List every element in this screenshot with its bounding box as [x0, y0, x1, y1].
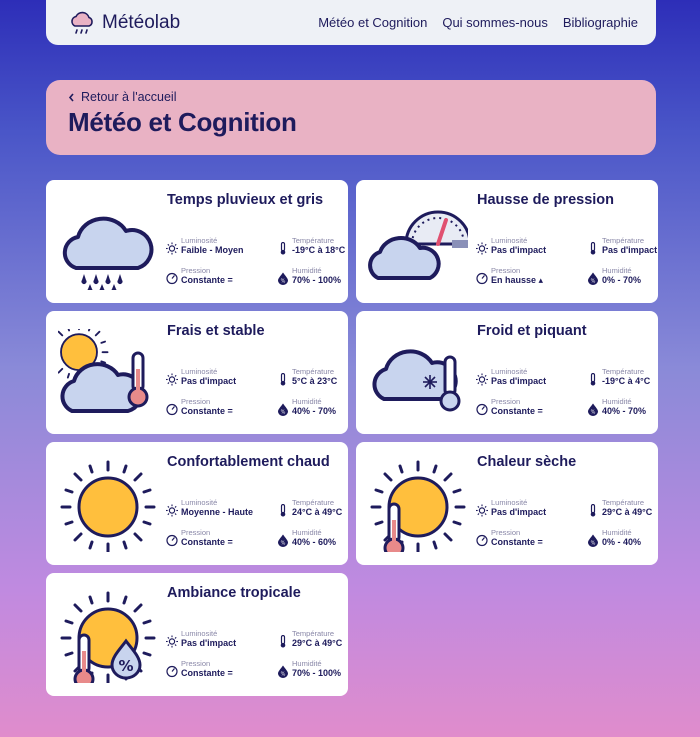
stat-label: Luminosité: [181, 629, 218, 638]
brand-logo-link[interactable]: [68, 8, 180, 38]
stat-label: Température: [292, 498, 335, 507]
stat-label: Pression: [491, 528, 521, 537]
card-title: Temps pluvieux et gris: [167, 192, 324, 208]
stat-label: Luminosité: [181, 367, 218, 376]
nav-link-meteo-cognition[interactable]: Météo et Cognition: [318, 15, 428, 30]
stat-pressure: [166, 397, 233, 417]
pressure-icon: [166, 272, 178, 285]
stat-label: Luminosité: [181, 498, 218, 507]
humidity-drop-icon: [587, 272, 599, 285]
stat-pressure: [476, 397, 543, 417]
weather-card-froid-piquant[interactable]: [356, 311, 658, 434]
thermometer-icon: [587, 242, 599, 255]
card-title: Ambiance tropicale: [167, 585, 301, 601]
stat-value: 24°C à 49°C: [292, 507, 343, 517]
stat-value: 40% - 70%: [602, 406, 647, 416]
stat-value: En hausse ▴: [491, 275, 544, 285]
stat-luminosity: [166, 367, 236, 387]
stat-label: Pression: [491, 266, 521, 275]
sun-icon: [166, 504, 178, 517]
humidity-drop-icon: [587, 534, 599, 547]
card-title: Hausse de pression: [477, 192, 614, 208]
stat-temperature: [277, 367, 337, 387]
stat-value: -19°C à 4°C: [602, 376, 651, 386]
sun-thermometer-icon: [368, 460, 468, 552]
stat-humidity: [587, 266, 641, 286]
stat-value: Pas d'impact: [491, 245, 547, 255]
stat-value: Pas d'impact: [491, 507, 547, 517]
stat-label: Humidité: [292, 659, 322, 668]
stat-value: 40% - 60%: [292, 537, 337, 547]
stat-temperature: [587, 236, 657, 256]
stat-value: Pas d'impact: [491, 376, 547, 386]
stat-value: Pas d'impact: [602, 245, 658, 255]
stat-value: 5°C à 23°C: [292, 376, 338, 386]
stat-humidity: [277, 659, 341, 679]
stat-pressure: [166, 528, 233, 548]
stat-label: Pression: [181, 659, 211, 668]
card-title: Froid et piquant: [477, 323, 587, 339]
pressure-icon: [166, 403, 178, 416]
stat-label: Température: [292, 236, 335, 245]
stat-luminosity: [476, 498, 546, 518]
page-hero: [46, 80, 656, 155]
stat-pressure: [166, 266, 233, 286]
stat-value: Constante =: [491, 537, 543, 547]
thermometer-icon: [277, 242, 289, 255]
pressure-icon: [476, 403, 488, 416]
sun-icon: [476, 373, 488, 386]
brand-name: Météolab: [102, 11, 181, 33]
top-navbar: [46, 0, 656, 45]
sun-cloud-thermometer-icon: [58, 329, 158, 421]
stat-label: Température: [292, 629, 335, 638]
stat-pressure: [476, 528, 543, 548]
stat-label: Pression: [181, 528, 211, 537]
pressure-icon: [476, 534, 488, 547]
stat-value: 70% - 100%: [292, 668, 342, 678]
stat-label: Humidité: [292, 266, 322, 275]
weather-card-ambiance-tropicale[interactable]: [46, 573, 348, 696]
stat-humidity: [277, 397, 336, 417]
stat-value: Constante =: [181, 537, 233, 547]
stat-label: Humidité: [602, 397, 632, 406]
humidity-drop-icon: [277, 272, 289, 285]
stat-value: Pas d'impact: [181, 376, 237, 386]
stat-label: Température: [602, 367, 645, 376]
stat-value: -19°C à 18°C: [292, 245, 346, 255]
thermometer-icon: [277, 504, 289, 517]
sun-icon: [476, 242, 488, 255]
stat-value: 0% - 70%: [602, 275, 642, 285]
nav-link-bibliographie[interactable]: Bibliographie: [562, 15, 638, 30]
card-title: Chaleur sèche: [477, 454, 577, 470]
svg-text:%: %: [118, 657, 134, 675]
stat-value: Faible - Moyen: [181, 245, 244, 255]
humidity-drop-icon: [277, 665, 289, 678]
stat-value: Constante =: [181, 668, 233, 678]
stat-humidity: [587, 528, 641, 548]
thermometer-icon: [277, 373, 289, 386]
stat-pressure: [166, 659, 233, 679]
humidity-drop-icon: [277, 534, 289, 547]
weather-card-hausse-pression[interactable]: [356, 180, 658, 303]
sun-thermometer-drop-icon: [58, 591, 158, 683]
stat-luminosity: [166, 498, 253, 518]
stat-value: 29°C à 49°C: [292, 638, 343, 648]
stat-label: Luminosité: [181, 236, 218, 245]
stat-luminosity: [166, 629, 236, 649]
stat-value: Constante =: [491, 406, 543, 416]
thermometer-icon: [587, 373, 599, 386]
stat-value: Moyenne - Haute: [181, 507, 254, 517]
back-link[interactable]: [68, 90, 634, 104]
sun-icon: [476, 504, 488, 517]
stat-label: Température: [292, 367, 335, 376]
stat-value: Constante =: [181, 406, 233, 416]
stat-value: 29°C à 49°C: [602, 507, 653, 517]
stat-humidity: [587, 397, 646, 417]
weather-card-chaleur-seche[interactable]: [356, 442, 658, 565]
stat-temperature: [587, 498, 652, 518]
rain-cloud-logo-icon: [68, 8, 96, 38]
stat-label: Pression: [181, 397, 211, 406]
stat-luminosity: [476, 367, 546, 387]
stat-label: Humidité: [292, 528, 322, 537]
card-title: Frais et stable: [167, 323, 265, 339]
thermometer-icon: [587, 504, 599, 517]
stat-value: 0% - 40%: [602, 537, 642, 547]
stat-value: 70% - 100%: [292, 275, 342, 285]
nav-link-qui-sommes-nous[interactable]: Qui sommes-nous: [442, 15, 548, 30]
stat-label: Humidité: [292, 397, 322, 406]
humidity-drop-icon: [277, 403, 289, 416]
stat-temperature: [277, 629, 342, 649]
stat-value: 40% - 70%: [292, 406, 337, 416]
pressure-icon: [166, 665, 178, 678]
stat-label: Luminosité: [491, 498, 528, 507]
sun-icon: [166, 242, 178, 255]
chevron-left-icon: [68, 93, 75, 102]
stat-pressure: [476, 266, 543, 286]
stat-humidity: [277, 528, 336, 548]
pressure-gauge-icon: [368, 198, 468, 290]
sun-icon: [166, 635, 178, 648]
stat-luminosity: [166, 236, 244, 256]
back-link-label: Retour à l'accueil: [81, 90, 177, 104]
pressure-icon: [476, 272, 488, 285]
stat-label: Humidité: [602, 528, 632, 537]
sun-icon: [58, 460, 158, 552]
weather-card-confortablement-chaud[interactable]: [46, 442, 348, 565]
stat-label: Pression: [181, 266, 211, 275]
stat-temperature: [587, 367, 650, 387]
stat-label: Luminosité: [491, 236, 528, 245]
main-nav: [318, 15, 638, 30]
stat-luminosity: [476, 236, 546, 256]
thermometer-icon: [277, 635, 289, 648]
stat-value: Pas d'impact: [181, 638, 237, 648]
cold-cloud-thermometer-icon: [368, 329, 468, 421]
pressure-icon: [166, 534, 178, 547]
page-title: Météo et Cognition: [68, 107, 297, 137]
weather-card-frais-stable[interactable]: [46, 311, 348, 434]
stat-humidity: [277, 266, 341, 286]
stat-label: Luminosité: [491, 367, 528, 376]
stat-temperature: [277, 236, 345, 256]
stat-label: Température: [602, 498, 645, 507]
stat-label: Pression: [491, 397, 521, 406]
stat-value: Constante =: [181, 275, 233, 285]
rain-cloud-icon: [58, 198, 158, 290]
stat-label: Humidité: [602, 266, 632, 275]
stat-temperature: [277, 498, 342, 518]
sun-icon: [166, 373, 178, 386]
stat-label: Température: [602, 236, 645, 245]
weather-card-temps-pluvieux[interactable]: [46, 180, 348, 303]
humidity-drop-icon: [587, 403, 599, 416]
card-title: Confortablement chaud: [167, 454, 330, 470]
